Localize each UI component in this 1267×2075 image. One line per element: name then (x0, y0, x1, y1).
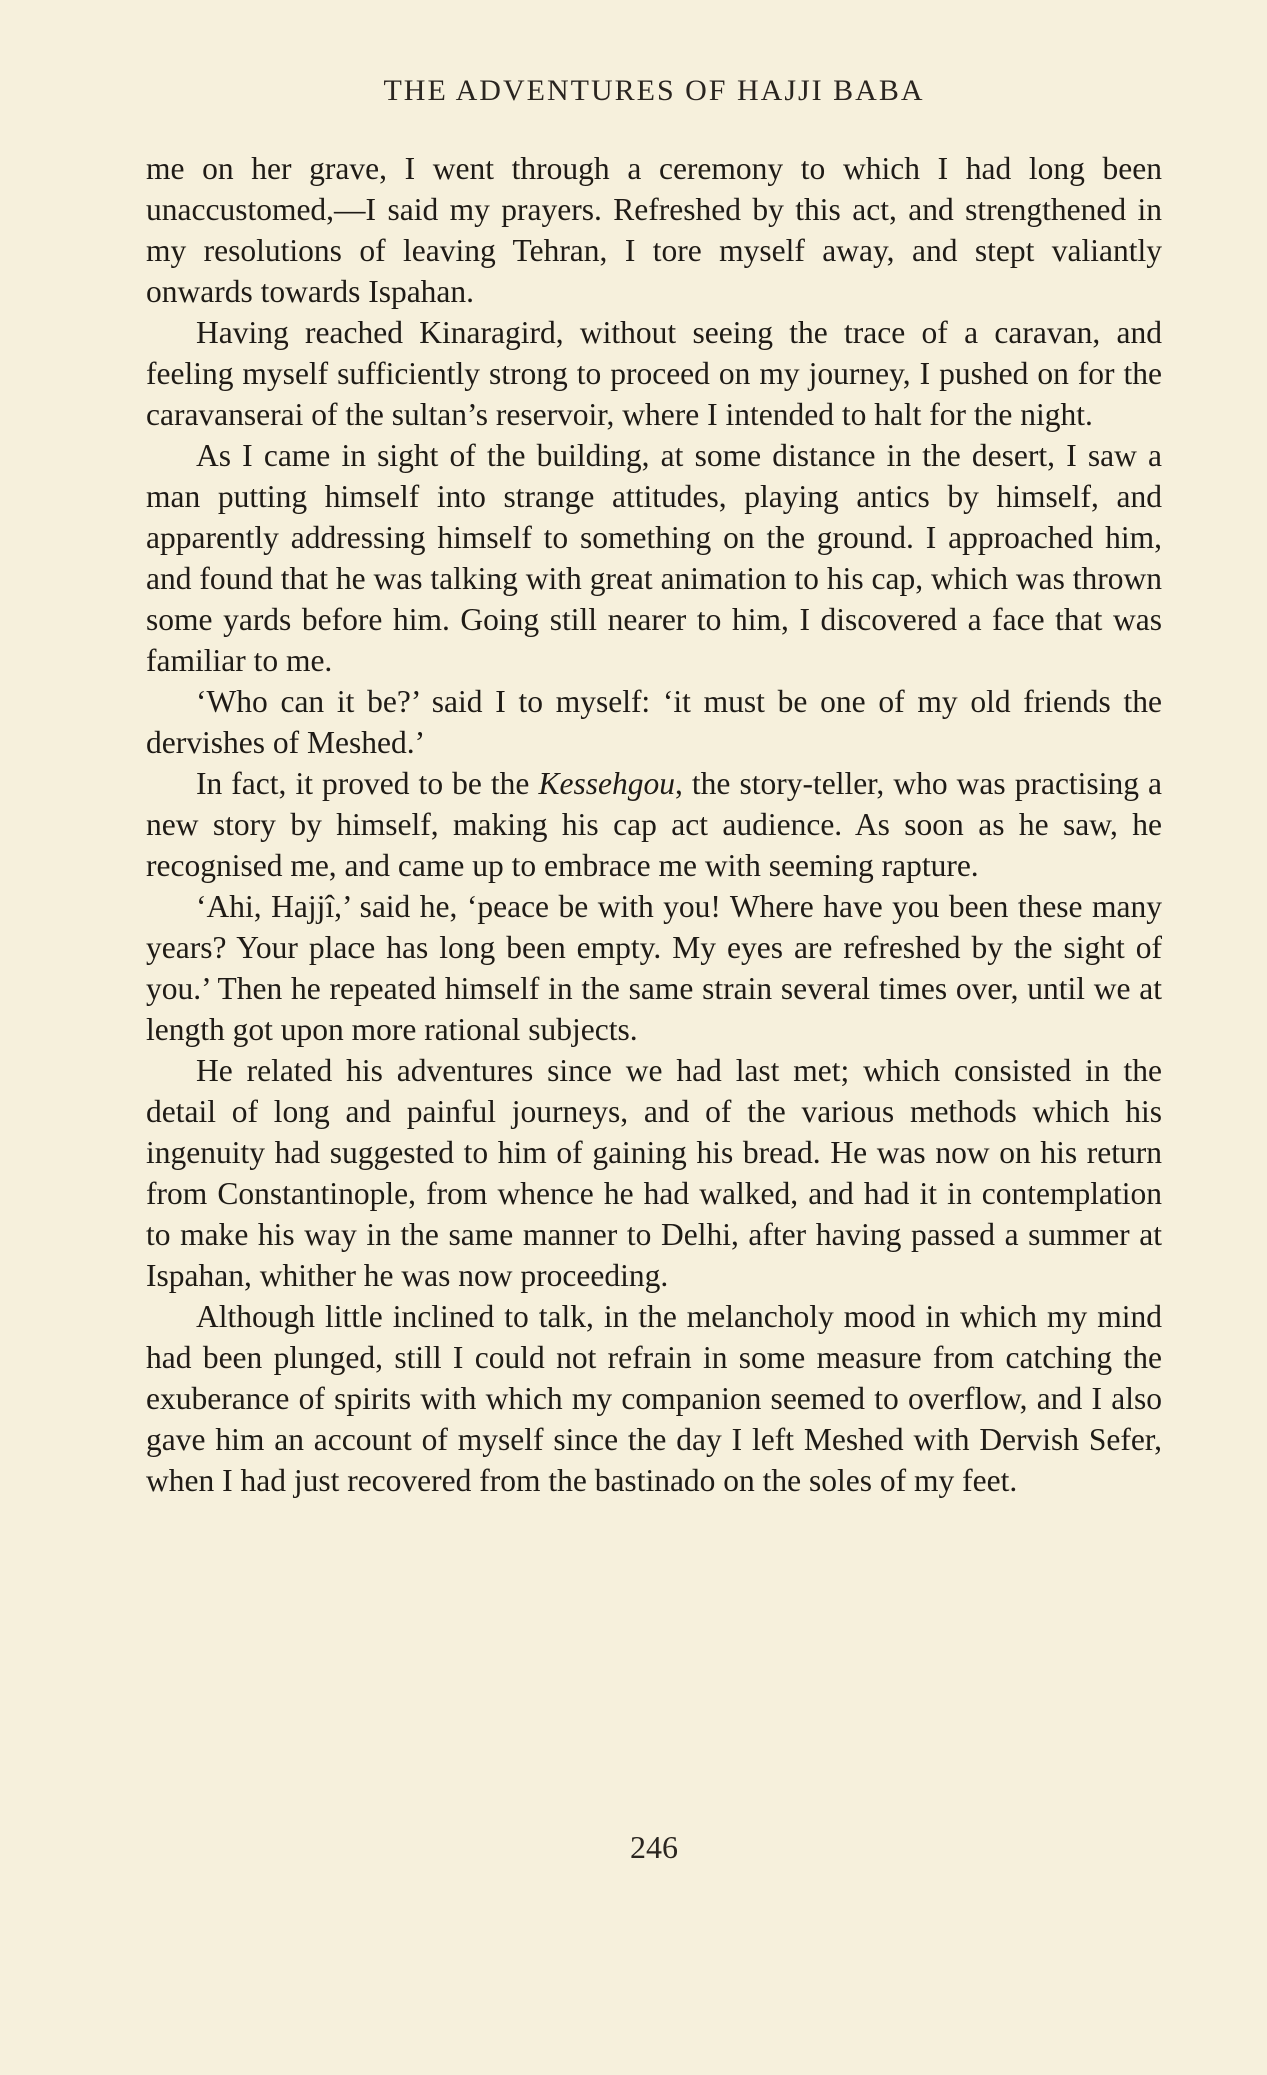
page-number: 246 (630, 1829, 678, 1865)
paragraph: Having reached Kinaragird, without seeing the trace of a caravan, and feeling myself sufficiently strong to proceed on my journey, I pushed on for the caravanserai of the sultan’s reservoir, where I intended to halt for the night. (146, 315, 1162, 432)
paragraph: As I came in sight of the building, at some distance in the desert, I saw a man putting himself into strange attitudes, playing antics by himself, and apparently addressing himself to something on the ground. I approached him, and found that he was talking with great animation to his cap, which was thrown some yards before him. Going still nearer to him, I discovered a face that was familiar to me. (146, 438, 1162, 678)
paragraph: ‘Ahi, Hajjî,’ said he, ‘peace be with you! Where have you been these many years? Your place has long been empty. My eyes are refreshed by the sight of you.’ Then he repeated himself in the same strain several times over, until we at length got upon more rational subjects. (146, 889, 1162, 1047)
paragraph: ‘Who can it be?’ said I to myself: ‘it must be one of my old friends the dervishes of Meshed.’ (146, 684, 1162, 760)
paragraph: Although little inclined to talk, in the melancholy mood in which my mind had been plunged, still I could not refrain in some measure from catching the exuberance of spirits with which my companion seemed to overflow, and I also gave him an account of myself since the day I left Meshed with Dervish Sefer, when I had just recovered from the bastinado on the soles of my feet. (146, 1299, 1162, 1498)
running-title: THE ADVENTURES OF HAJJI BABA (383, 74, 925, 107)
body-text (146, 148, 1162, 1501)
paragraph-text-after: , the story-teller, who was practising a new story by himself, making his cap act audience. As soon as he saw, he recognised me, and came up to embrace me with seeming rapture. (146, 766, 1162, 883)
italic-term: Kessehgou (538, 766, 675, 801)
paragraph-text-before: In fact, it proved to be the (196, 766, 539, 801)
paragraph: me on her grave, I went through a ceremony to which I had long been unaccustomed,—I said my prayers. Refreshed by this act, and strengthened in my resolutions of leaving Tehran, I tore myself away, and stept valiantly onwards towards Ispahan. (146, 151, 1162, 309)
paragraph: He related his adventures since we had last met; which consisted in the detail of long and painful journeys, and of the various methods which his ingenuity had suggested to him of gaining his bread. He was now on his return from Constantinople, from whence he had walked, and had it in contemplation to make his way in the same manner to Delhi, after having passed a summer at Ispahan, whither he was now proceeding. (146, 1053, 1162, 1293)
paragraph (146, 763, 1162, 886)
